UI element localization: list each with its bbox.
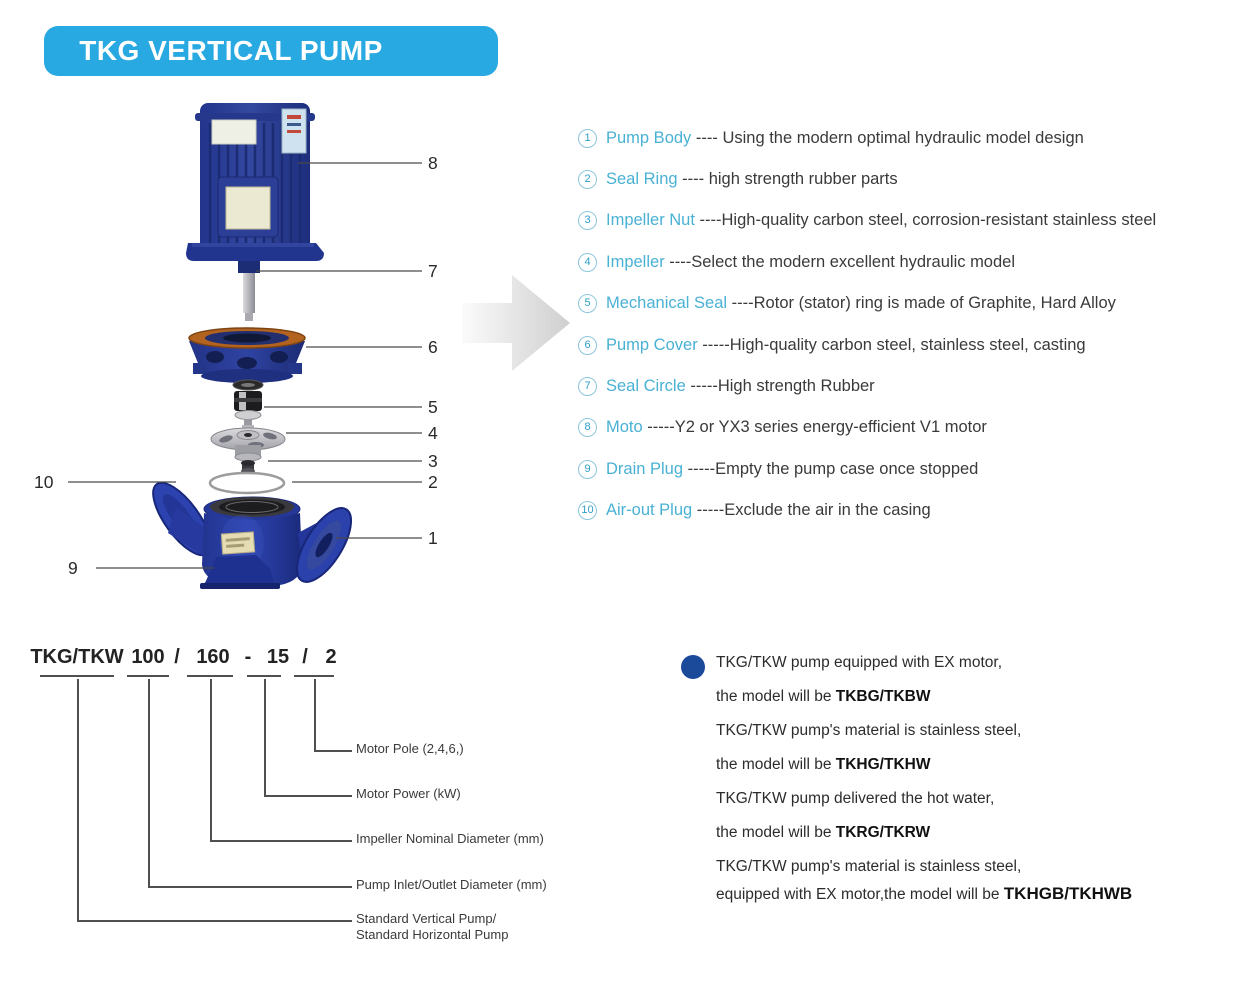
- note-text: TKG/TKW pump delivered the hot water,: [716, 790, 995, 807]
- model-code-segment: /: [174, 646, 180, 668]
- arrow-right-icon: [460, 263, 575, 378]
- branch-label: Motor Power (kW): [356, 786, 461, 801]
- note-model-code: TKHGB/TKHWB: [1003, 884, 1133, 903]
- part-number-badge: 10: [578, 501, 597, 520]
- note-text: TKG/TKW pump's material is stainless steel,: [716, 722, 1022, 739]
- parts-list-item: [578, 458, 978, 480]
- callout-number: 9: [68, 558, 78, 578]
- callout-number: 6: [428, 337, 438, 357]
- branch-line-vertical: [314, 679, 316, 752]
- part-description: -----Exclude the air in the casing: [692, 501, 931, 520]
- note-text: TKG/TKW pump equipped with EX motor,: [716, 654, 1003, 671]
- part-description: ---- Using the modern optimal hydraulic model design: [691, 128, 1084, 147]
- code-underline: [40, 675, 114, 677]
- part-name: Air-out Plug: [606, 501, 693, 520]
- model-code-segment: TKG/TKW: [30, 646, 124, 668]
- model-code-segment: /: [302, 646, 308, 668]
- note-line: [716, 686, 1196, 708]
- note-line: [716, 856, 1196, 878]
- part-name: Mechanical Seal: [606, 294, 728, 313]
- model-code-segment: 100: [131, 646, 165, 668]
- part-name: Seal Ring: [606, 169, 678, 188]
- model-code-segment: 160: [196, 646, 230, 668]
- part-name: Pump Body: [606, 128, 692, 147]
- note-line: [716, 822, 1196, 844]
- note-line: [716, 883, 1196, 906]
- pump-cover: [189, 328, 305, 383]
- note-text: the model will be: [716, 824, 836, 841]
- code-underline: [294, 675, 334, 677]
- part-number-badge: 5: [578, 294, 597, 313]
- seal-ring: [210, 473, 284, 493]
- parts-list: [578, 127, 1234, 547]
- callout-number: 3: [428, 451, 438, 471]
- pump-body-label: [221, 532, 254, 554]
- branch-label: Standard Vertical Pump/ Standard Horizontal Pump: [356, 911, 509, 942]
- part-name: Impeller Nut: [606, 211, 695, 230]
- part-name: Drain Plug: [606, 459, 684, 478]
- branch-line-vertical: [264, 679, 266, 797]
- parts-list-item: [578, 168, 898, 190]
- callout-number: 7: [428, 261, 438, 281]
- part-description: -----High-quality carbon steel, stainless steel, casting: [697, 335, 1086, 354]
- motor-nameplate: [212, 120, 256, 144]
- pump-body: [143, 474, 362, 590]
- parts-list-item: [578, 210, 1156, 232]
- model-code-segment: 2: [325, 646, 337, 668]
- model-code-segment: 15: [266, 646, 290, 668]
- branch-line-horizontal: [77, 920, 352, 922]
- mechanical-seal: [233, 380, 263, 425]
- part-description: -----High strength Rubber: [685, 376, 875, 395]
- part-number-badge: 8: [578, 418, 597, 437]
- note-text: equipped with EX motor,the model will be: [716, 886, 1004, 903]
- branch-line-horizontal: [210, 840, 352, 842]
- callout-number: 5: [428, 397, 438, 417]
- part-number-badge: 7: [578, 377, 597, 396]
- bullet-dot-icon: [681, 655, 705, 679]
- part-description: -----Empty the pump case once stopped: [683, 459, 979, 478]
- part-description: ----High-quality carbon steel, corrosion-resistant stainless steel: [694, 211, 1157, 230]
- part-number-badge: 4: [578, 253, 597, 272]
- note-line: [716, 788, 1196, 810]
- note-line: [716, 754, 1196, 776]
- branch-label: Impeller Nominal Diameter (mm): [356, 831, 544, 846]
- callout-number: 8: [428, 153, 438, 173]
- code-underline: [187, 675, 233, 677]
- callout-number: 2: [428, 472, 438, 492]
- model-code-segment: -: [244, 646, 252, 668]
- part-name: Seal Circle: [606, 376, 686, 395]
- note-line: [716, 720, 1196, 742]
- note-text: TKG/TKW pump's material is stainless steel,: [716, 858, 1022, 875]
- note-model-code: TKRG/TKRW: [835, 824, 931, 841]
- note-text: the model will be: [716, 688, 836, 705]
- parts-list-item: [578, 417, 987, 439]
- parts-list-item: [578, 127, 1084, 149]
- header-banner: [44, 26, 498, 76]
- branch-line-horizontal: [314, 750, 352, 752]
- callout-number: 10: [34, 472, 54, 492]
- part-name: Pump Cover: [606, 335, 698, 354]
- note-text: the model will be: [716, 756, 836, 773]
- note-line: [716, 652, 1196, 674]
- code-underline: [247, 675, 281, 677]
- parts-list-item: [578, 251, 1015, 273]
- part-number-badge: 2: [578, 170, 597, 189]
- pump-motor: [186, 103, 324, 261]
- part-description: ---- high strength rubber parts: [677, 169, 898, 188]
- part-number-badge: 9: [578, 460, 597, 479]
- branch-label: Pump Inlet/Outlet Diameter (mm): [356, 877, 547, 892]
- pump-shaft: [238, 261, 260, 321]
- part-description: ----Rotor (stator) ring is made of Graphite, Hard Alloy: [727, 294, 1116, 313]
- code-underline: [127, 675, 169, 677]
- parts-list-item: [578, 500, 931, 522]
- branch-label: Motor Pole (2,4,6,): [356, 741, 464, 756]
- model-notes: [716, 652, 1196, 918]
- branch-line-vertical: [77, 679, 79, 922]
- note-model-code: TKBG/TKBW: [835, 688, 931, 705]
- parts-list-item: [578, 293, 1116, 315]
- part-number-badge: 3: [578, 211, 597, 230]
- note-model-code: TKHG/TKHW: [835, 756, 931, 773]
- impeller: [211, 425, 285, 461]
- part-name: Impeller: [606, 252, 665, 271]
- callout-number: 1: [428, 528, 438, 548]
- branch-line-horizontal: [148, 886, 352, 888]
- part-number-badge: 6: [578, 336, 597, 355]
- callout-number: 4: [428, 423, 438, 443]
- parts-list-item: [578, 375, 875, 397]
- part-description: ----Select the modern excellent hydraulic model: [664, 252, 1016, 271]
- part-description: -----Y2 or YX3 series energy-efficient V1 motor: [642, 418, 987, 437]
- part-name: Moto: [606, 418, 643, 437]
- branch-line-horizontal: [264, 795, 352, 797]
- branch-line-vertical: [210, 679, 212, 842]
- part-number-badge: 1: [578, 129, 597, 148]
- parts-list-item: [578, 334, 1086, 356]
- pump-exploded-diagram: [30, 95, 470, 600]
- branch-line-vertical: [148, 679, 150, 888]
- page-title: TKG VERTICAL PUMP: [79, 35, 383, 66]
